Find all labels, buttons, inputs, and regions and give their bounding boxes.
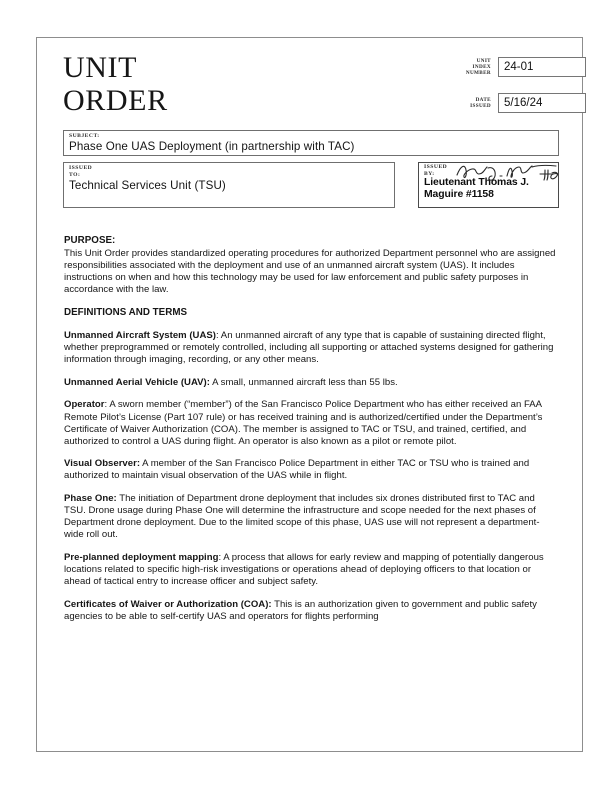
label-line-1: ISSUED [424, 164, 448, 170]
label-line-2: BY: [424, 171, 435, 177]
issued-to-label [64, 163, 394, 179]
definition-entry [64, 493, 557, 541]
label-line-2: INDEX [472, 63, 491, 70]
purpose-heading: PURPOSE: [64, 235, 116, 246]
document-masthead [37, 38, 582, 126]
label-line-1: ISSUED [69, 165, 93, 171]
definition-term: Phase One: [64, 493, 117, 504]
definition-separator: : [104, 399, 108, 411]
label-line-3: NUMBER [465, 70, 491, 77]
purpose-section [64, 235, 557, 296]
definition-entry [64, 458, 557, 482]
issued-to-value: Technical Services Unit (TSU) [69, 179, 226, 192]
definition-text: This is an authorization given to government and public safety agencies to be able to self-certify UAS and operators for flights performing [64, 598, 537, 622]
subject-value: Phase One UAS Deployment (in partnership with TAC) [69, 140, 355, 153]
signer-name-line-1: Lieutenant Thomas J. [424, 177, 529, 188]
definition-entry [64, 377, 557, 389]
definition-text: A sworn member (“member”) of the San Francisco Police Department who has either received an FAA Remote Pilot’s License (Part 107 rule) or has received training and is authorized/certified under the Department’s Certificate of Waiver Authorization (COA). The member is assigned to TAC or TSU, and trained, certified, and authorized to control a UAS during flight. An operator is also known as a pilot or remote pilot. [64, 399, 543, 447]
definition-text: A small, unmanned aircraft less than 55 lbs. [209, 376, 398, 388]
label-line-2: TO: [69, 172, 81, 178]
document-page [36, 37, 583, 752]
definition-text: A process that allows for early review and mapping of potentially dangerous locations related to specific high-risk investigations or operations ahead of deploying officers to that location or ahead of tactical entry to increase officer and subject safety. [64, 551, 544, 588]
definition-entry [64, 599, 557, 623]
definition-term: Certificates of Waiver or Authorization (COA): [64, 598, 272, 610]
title-line-2: ORDER [63, 84, 168, 117]
subject-label: SUBJECT: [69, 133, 100, 139]
definitions-heading: DEFINITIONS AND TERMS [64, 306, 188, 318]
document-body [64, 235, 557, 623]
label-line-2: ISSUED [470, 103, 491, 109]
definition-term: Operator [64, 399, 105, 411]
purpose-text: This Unit Order provides standardized operating procedures for authorized Department personnel who are assigned responsibilities associated with the deployment and use of an unmanned aircraft system (UAS). It includes instructions on when and how this technology may be used for law enforcement and public safety purposes in accordance with the law. [64, 248, 556, 296]
spacer [64, 320, 557, 330]
unit-index-number-label [435, 58, 498, 77]
definition-term: Unmanned Aerial Vehicle (UAV): [64, 376, 210, 388]
issued-by-field[interactable] [418, 162, 559, 208]
unit-index-number-field [435, 57, 586, 77]
unit-index-number-value[interactable]: 24-01 [498, 57, 586, 77]
definition-term: Unmanned Aircraft System (UAS) [64, 330, 216, 342]
definition-text: A member of the San Francisco Police Department in either TAC or TSU who is trained and authorized to maintain visual observation of the UAS while in flight. [64, 458, 530, 482]
definition-entry [64, 552, 557, 588]
definition-text: The initiation of Department drone deployment that includes six drones distributed first to TAC and TSU. Drone usage during Phase One will determine the infrastructure and scope needed for the next phases of Department drone deployment. Due to the limited scope of this phase, UAS use will not represent a department-wide roll out. [64, 493, 540, 541]
definition-text: An unmanned aircraft of any type that is capable of sustaining directed flight, whether preprogrammed or remotely controlled, including all supporting or attached systems designed for gathering information through imaging, recording, or any other means. [64, 330, 554, 366]
date-issued-label [435, 97, 498, 109]
issued-by-label [419, 163, 558, 178]
definition-term: Visual Observer: [64, 458, 141, 470]
page-title [63, 51, 168, 117]
definition-entry [64, 330, 557, 366]
definition-term: Pre-planned deployment mapping [64, 551, 219, 563]
definition-separator: : [215, 330, 219, 342]
subject-field[interactable] [63, 130, 559, 156]
date-issued-value[interactable]: 5/16/24 [498, 93, 586, 113]
signer-name-line-2: Maguire #1158 [424, 189, 494, 201]
label-line-1: DATE [475, 96, 491, 103]
label-line-1: UNIT [476, 57, 491, 64]
definition-separator: : [218, 551, 222, 563]
definition-entry [64, 399, 557, 447]
date-issued-field [435, 93, 586, 113]
signer-name [419, 177, 558, 201]
issued-to-field[interactable] [63, 162, 395, 208]
title-line-1: UNIT [63, 51, 138, 84]
